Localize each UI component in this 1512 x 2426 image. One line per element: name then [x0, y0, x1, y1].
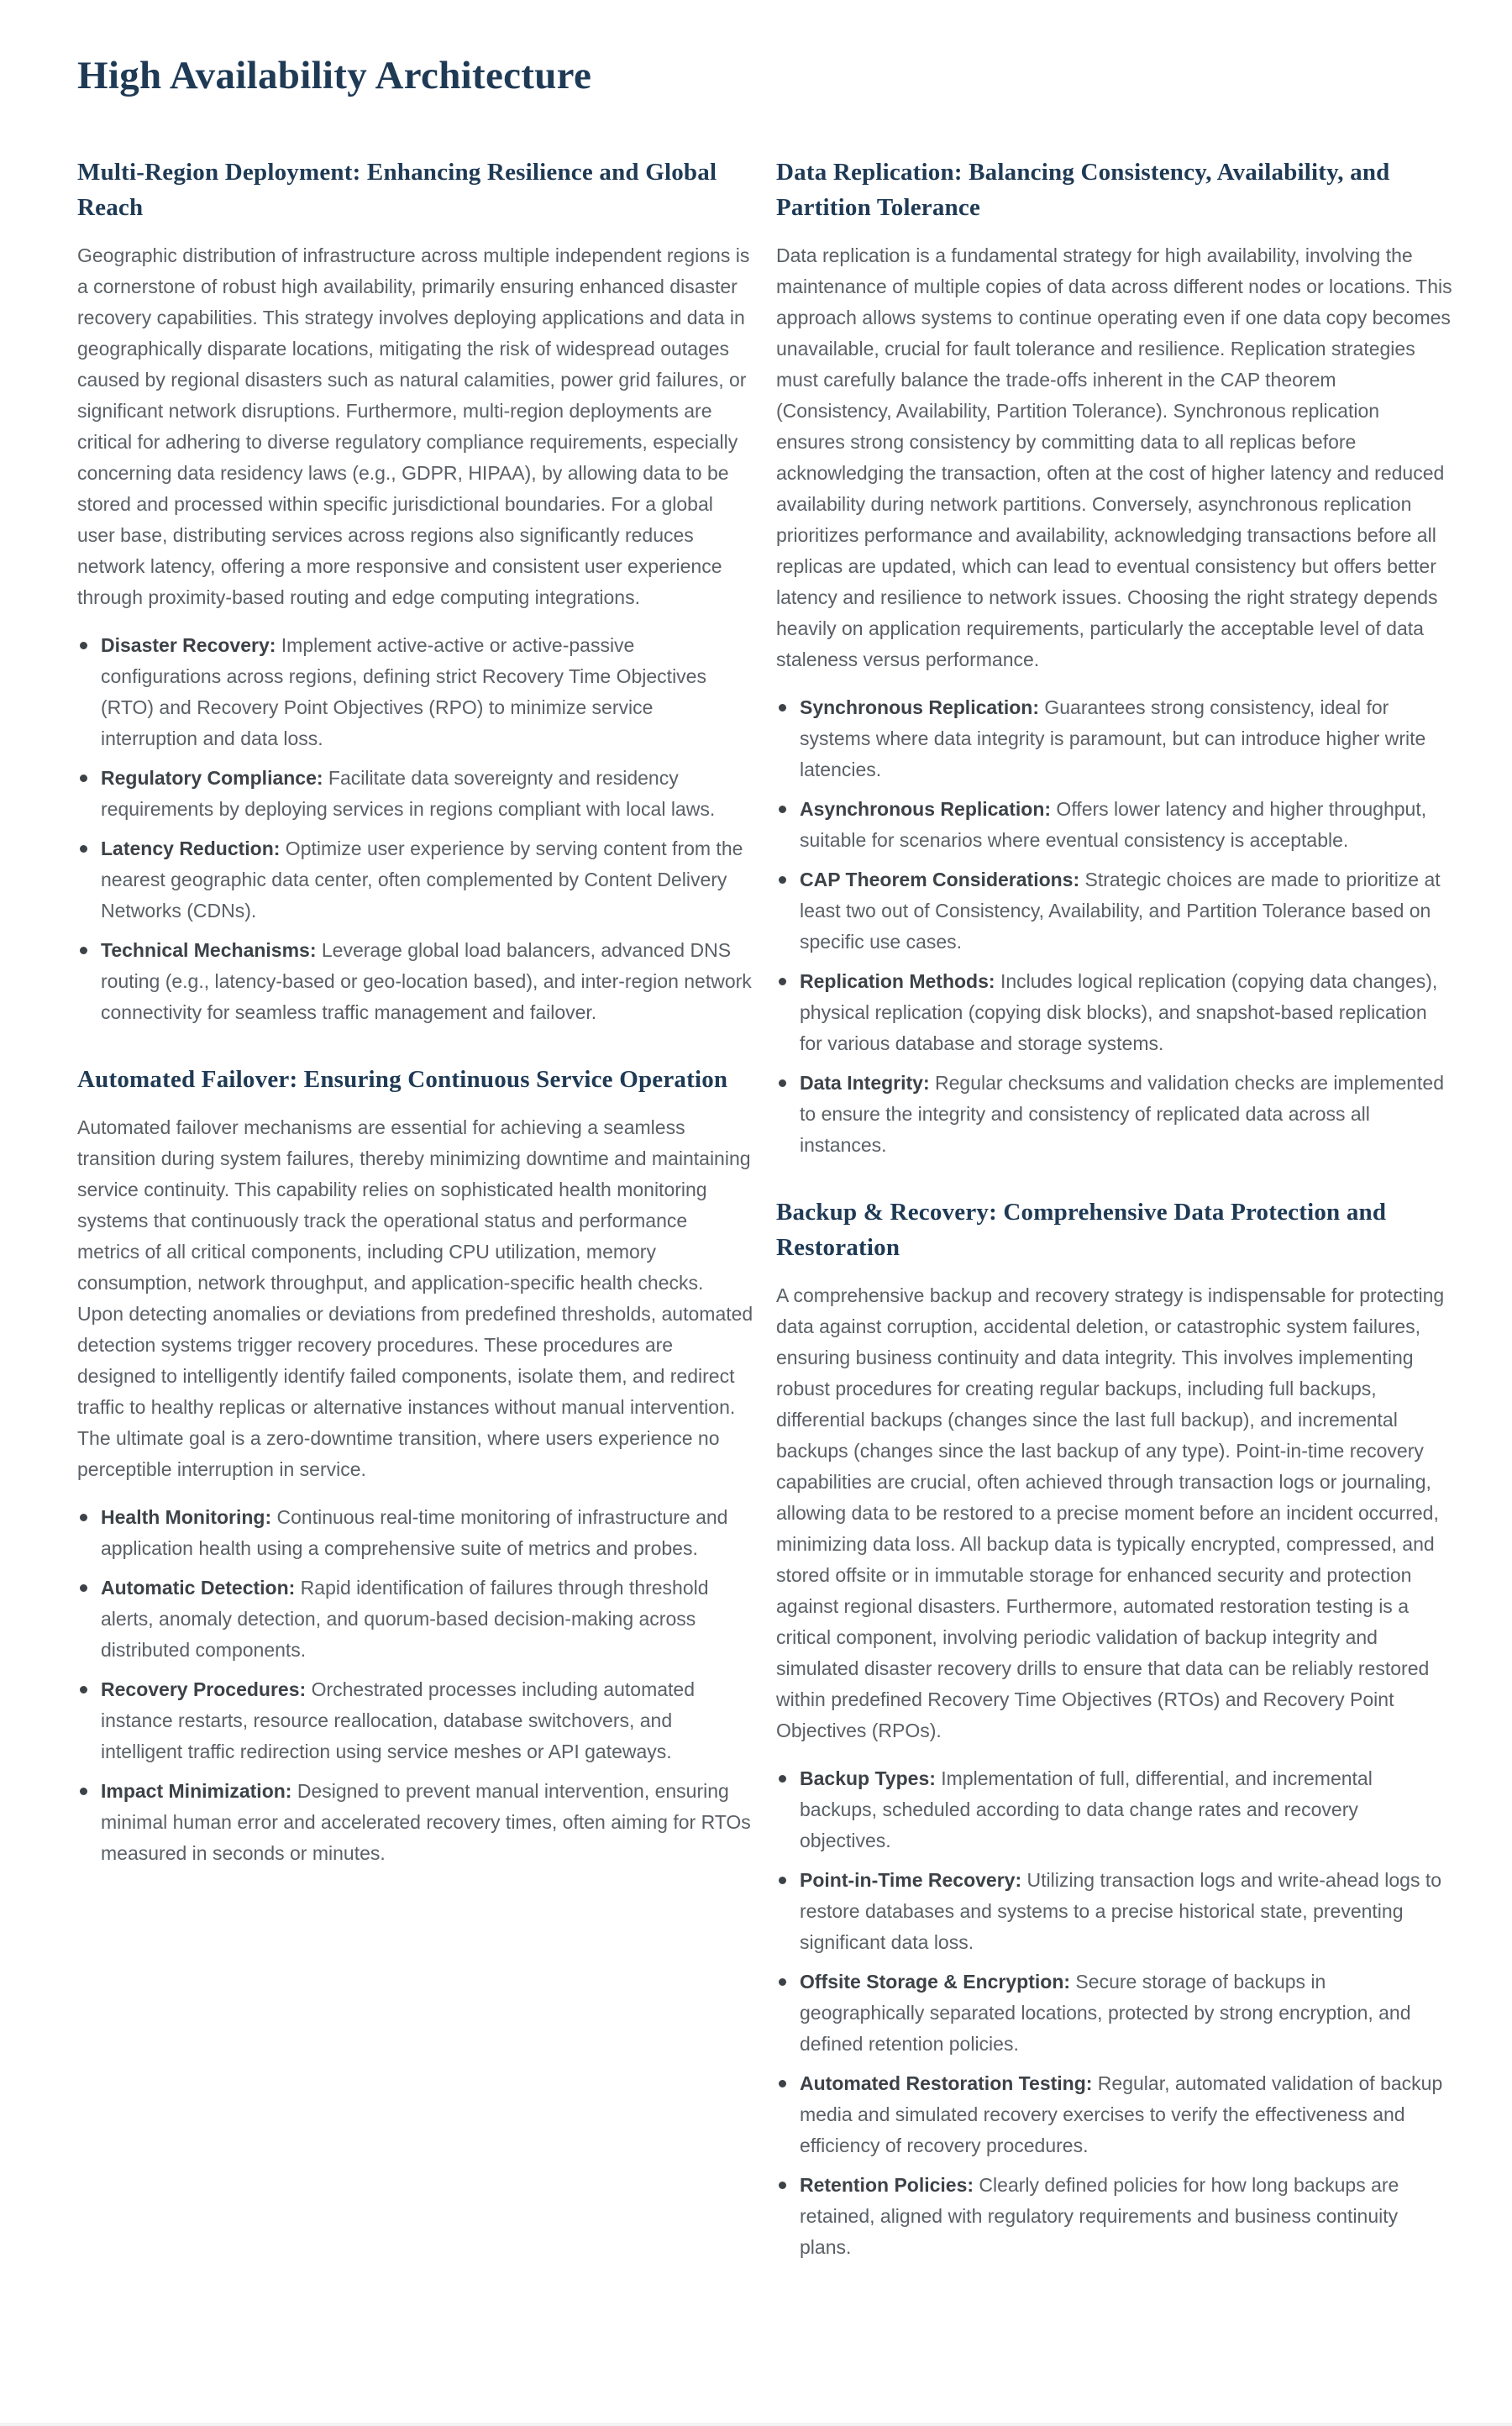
bullet-label: Retention Policies: [800, 2174, 974, 2196]
bullet-label: Recovery Procedures: [101, 1678, 307, 1700]
bullet-item [77, 763, 754, 825]
bullet-list [776, 1763, 1453, 2263]
bullet-text: Guarantees strong consistency, ideal for systems where data integrity is paramount, but can introduce higher write latencies. [800, 696, 1426, 780]
bullet-text: Optimize user experience by serving content from the nearest geographic data center, often complemented by Content Delivery Networks (CDNs). [101, 838, 743, 922]
bullet-text: Continuous real-time monitoring of infrastructure and application health using a comprehensive suite of metrics and probes. [101, 1506, 728, 1559]
section-heading: Automated Failover: Ensuring Continuous Service Operation [77, 1066, 728, 1093]
section-paragraph: Geographic distribution of infrastructure across multiple independent regions is a cornerstone of robust high availability, primarily ensuring enhanced disaster recovery capabilities. This strategy involves deploying applications and data in geographically disparate locations, mitigating the risk of widespread outages caused by regional disasters such as natural calamities, power grid failures, or significant network disruptions. Furthermore, multi-region deployments are critical for adhering to diverse regulatory compliance requirements, especially concerning data residency laws (e.g., GDPR, HIPAA), by allowing data to be stored and processed within specific jurisdictional boundaries. For a global user base, distributing services across regions also significantly reduces network latency, offering a more responsive and consistent user experience through proximity-based routing and edge computing integrations. [77, 244, 750, 608]
bullet-label: Data Integrity: [800, 1072, 930, 1094]
bullet-label: Automatic Detection: [101, 1577, 296, 1599]
bullet-item [776, 1865, 1453, 1958]
bullet-label: Backup Types: [800, 1767, 936, 1789]
bullet-text: Rapid identification of failures through threshold alerts, anomaly detection, and quorum-based decision-making across distributed components. [101, 1577, 709, 1661]
section-automated-failover [77, 1062, 754, 1869]
bullet-label: Synchronous Replication: [800, 696, 1039, 718]
bullet-item [776, 1967, 1453, 2060]
bullet-label: Replication Methods: [800, 970, 995, 992]
bullet-text: Secure storage of backups in geographically separated locations, protected by strong encryption, and defined retention policies. [800, 1971, 1411, 2055]
bullet-text: Strategic choices are made to prioritize at least two out of Consistency, Availability, and Partition Tolerance based on specific use cases. [800, 869, 1441, 953]
bullet-item [776, 2068, 1453, 2161]
section-paragraph: Automated failover mechanisms are essential for achieving a seamless transition during system failures, thereby minimizing downtime and maintaining service continuity. This capability relies on sophisticated health monitoring systems that continuously track the operational status and performance metrics of all critical components, including CPU utilization, memory consumption, network throughput, and application-specific health checks. Upon detecting anomalies or deviations from predefined thresholds, automated detection systems trigger recovery procedures. These procedures are designed to intelligently identify failed components, isolate them, and redirect traffic to healthy replicas or alternative instances without manual intervention. The ultimate goal is a zero-downtime transition, where users experience no perceptible interruption in service. [77, 1116, 753, 1480]
bullet-text: Orchestrated processes including automated instance restarts, resource reallocation, database switchovers, and intelligent traffic redirection using service meshes or API gateways. [101, 1678, 695, 1762]
bullet-item [77, 833, 754, 927]
bullet-text: Offers lower latency and higher throughput, suitable for scenarios where eventual consistency is acceptable. [800, 798, 1427, 851]
bullet-label: Regulatory Compliance: [101, 767, 323, 789]
bullet-item [77, 1573, 754, 1666]
bullet-item [776, 794, 1453, 856]
bullet-label: Health Monitoring: [101, 1506, 272, 1528]
bullet-item [77, 1674, 754, 1767]
bullet-item [77, 630, 754, 754]
bullet-label: Impact Minimization: [101, 1780, 292, 1802]
bullet-list [77, 630, 754, 1028]
bullet-text: Leverage global load balancers, advanced DNS routing (e.g., latency-based or geo-location based), and inter-region network connectivity for seamless traffic management and failover. [101, 939, 752, 1023]
bullet-label: CAP Theorem Considerations: [800, 869, 1080, 890]
page-bottom-divider [0, 2423, 1512, 2426]
bullet-text: Facilitate data sovereignty and residency requirements by deploying services in regions compliant with local laws. [101, 767, 716, 820]
section-backup-recovery [776, 1195, 1453, 2263]
content-column-left [77, 155, 754, 1877]
bullet-text: Clearly defined policies for how long backups are retained, aligned with regulatory requirements and business continuity plans. [800, 2174, 1399, 2258]
bullet-item [776, 864, 1453, 958]
bullet-text: Implementation of full, differential, and incremental backups, scheduled according to data change rates and recovery objectives. [800, 1767, 1373, 1851]
bullet-item [776, 1068, 1453, 1161]
bullet-label: Asynchronous Replication: [800, 798, 1052, 820]
section-paragraph: Data replication is a fundamental strategy for high availability, involving the maintenance of multiple copies of data across different nodes or locations. This approach allows systems to continue operating even if one data copy becomes unavailable, crucial for fault tolerance and resilience. Replication strategies must carefully balance the trade-offs inherent in the CAP theorem (Consistency, Availability, Partition Tolerance). Synchronous replication ensures strong consistency by committing data to all replicas before acknowledging the transaction, often at the cost of higher latency and reduced availability during network partitions. Conversely, asynchronous replication prioritizes performance and availability, acknowledging transactions before all replicas are updated, which can lead to eventual consistency but offers better latency and resilience to network issues. Choosing the right strategy depends heavily on application requirements, particularly the acceptable level of data staleness versus performance. [776, 244, 1452, 670]
bullet-item [776, 966, 1453, 1059]
two-column-layout [77, 155, 1453, 2271]
bullet-item [776, 1763, 1453, 1856]
bullet-item [77, 1776, 754, 1869]
bullet-label: Disaster Recovery: [101, 634, 276, 656]
bullet-label: Latency Reduction: [101, 838, 281, 859]
section-heading: Backup & Recovery: Comprehensive Data Protection and Restoration [776, 1199, 1387, 1261]
bullet-item [77, 1502, 754, 1564]
bullet-list [776, 692, 1453, 1161]
bullet-text: Utilizing transaction logs and write-ahead logs to restore databases and systems to a precise historical state, preventing significant data loss. [800, 1869, 1442, 1953]
bullet-item [776, 692, 1453, 785]
section-data-replication [776, 155, 1453, 1161]
section-heading: Data Replication: Balancing Consistency, Availability, and Partition Tolerance [776, 159, 1390, 221]
section-multi-region-deployment [77, 155, 754, 1028]
page-title: High Availability Architecture [77, 54, 592, 97]
content-column-right [776, 155, 1453, 2271]
section-paragraph: A comprehensive backup and recovery strategy is indispensable for protecting data against corruption, accidental deletion, or catastrophic system failures, ensuring business continuity and data integrity. This involves implementing robust procedures for creating regular backups, including full backups, differential backups (changes since the last full backup), and incremental backups (changes since the last backup of any type). Point-in-time recovery capabilities are crucial, often achieved through transaction logs or journaling, allowing data to be restored to a precise moment before an incident occurred, minimizing data loss. All backup data is typically encrypted, compressed, and stored offsite or in immutable storage for enhanced security and protection against regional disasters. Furthermore, automated restoration testing is a critical component, involving periodic validation of backup integrity and simulated disaster recovery drills to ensure that data can be reliably restored within predefined Recovery Time Objectives (RTOs) and Recovery Point Objectives (RPOs). [776, 1284, 1445, 1741]
bullet-label: Offsite Storage & Encryption: [800, 1971, 1071, 1993]
bullet-item [776, 2170, 1453, 2263]
bullet-text: Regular checksums and validation checks are implemented to ensure the integrity and consistency of replicated data across all instances. [800, 1072, 1445, 1156]
bullet-label: Point-in-Time Recovery: [800, 1869, 1022, 1891]
bullet-text: Implement active-active or active-passive configurations across regions, defining strict Recovery Time Objectives (RTO) and Recovery Point Objectives (RPO) to minimize service interruption and data loss. [101, 634, 706, 749]
bullet-list [77, 1502, 754, 1869]
bullet-label: Technical Mechanisms: [101, 939, 317, 961]
bullet-item [77, 935, 754, 1028]
bullet-text: Regular, automated validation of backup media and simulated recovery exercises to verify the effectiveness and efficiency of recovery procedures. [800, 2072, 1443, 2156]
bullet-text: Includes logical replication (copying data changes), physical replication (copying disk blocks), and snapshot-based replication for various database and storage systems. [800, 970, 1438, 1054]
bullet-label: Automated Restoration Testing: [800, 2072, 1093, 2094]
bullet-text: Designed to prevent manual intervention, ensuring minimal human error and accelerated recovery times, often aiming for RTOs measured in seconds or minutes. [101, 1780, 751, 1864]
section-heading: Multi-Region Deployment: Enhancing Resilience and Global Reach [77, 159, 717, 221]
